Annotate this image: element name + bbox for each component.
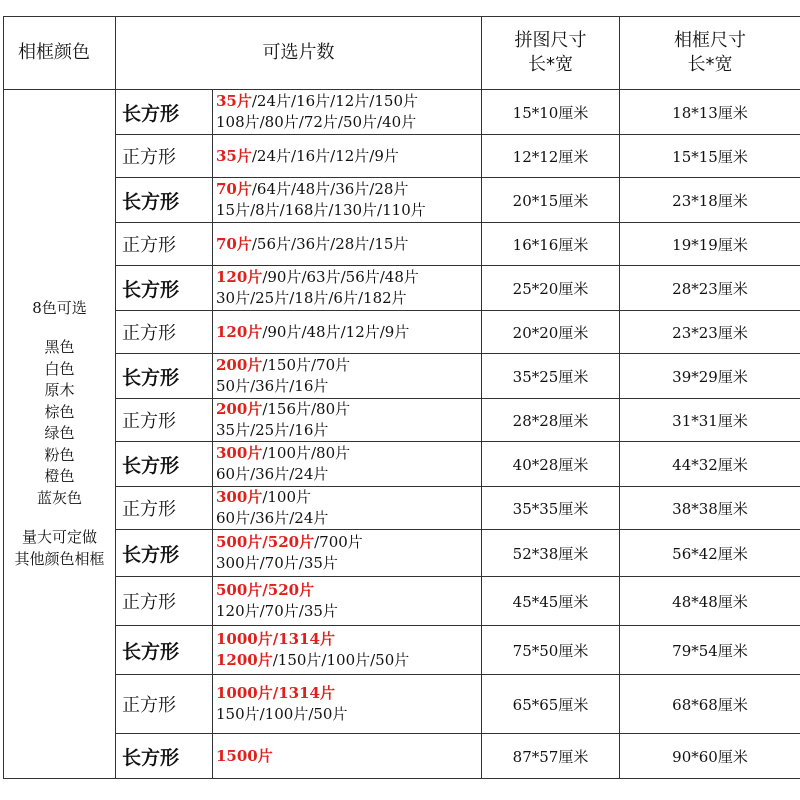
puzzle-size-cell: 40*28厘米 <box>482 442 620 487</box>
puzzle-size-cell: 65*65厘米 <box>482 675 620 734</box>
highlight-pieces: 1200片 <box>216 651 273 669</box>
table-row <box>4 487 800 530</box>
color-option: 棕色 <box>44 402 75 421</box>
color-option: 白色 <box>44 359 75 378</box>
highlight-pieces: 35片 <box>216 92 252 110</box>
header-puzzle-size-sub: 长*宽 <box>528 54 573 75</box>
table-row <box>4 675 800 734</box>
other-pieces: /90片/63片/56片/48片 <box>262 268 419 286</box>
shape-cell: 长方形 <box>116 178 213 223</box>
table-row <box>4 626 800 675</box>
other-pieces: /64片/48片/36片/28片 <box>251 180 409 198</box>
shape-cell: 正方形 <box>116 487 213 530</box>
options-line-1 <box>216 629 481 650</box>
piece-options-cell <box>213 399 482 442</box>
piece-options-cell <box>213 311 482 354</box>
shape-cell: 正方形 <box>116 399 213 442</box>
shape-cell: 长方形 <box>116 354 213 399</box>
options-line-2 <box>216 704 481 725</box>
color-option: 粉色 <box>44 445 75 464</box>
piece-options-cell <box>213 354 482 399</box>
frame-size-cell: 23*18厘米 <box>620 178 800 223</box>
options-line-1 <box>216 146 481 167</box>
options-line-1 <box>216 267 481 288</box>
other-pieces: 30片/25片/18片/6片/182片 <box>216 289 407 307</box>
piece-options-cell <box>213 734 482 779</box>
table-row <box>4 266 800 311</box>
puzzle-size-cell: 45*45厘米 <box>482 577 620 626</box>
puzzle-size-cell: 25*20厘米 <box>482 266 620 311</box>
table-row <box>4 577 800 626</box>
frame-size-cell: 39*29厘米 <box>620 354 800 399</box>
table-row <box>4 734 800 779</box>
table-row <box>4 530 800 577</box>
other-pieces: /56片/36片/28片/15片 <box>251 234 409 253</box>
other-pieces: 150片/100片/50片 <box>216 705 348 723</box>
colors-note-custom: 量大可定做 <box>21 528 97 547</box>
other-pieces: /156片/80片 <box>262 400 351 418</box>
options-line-1 <box>216 487 481 508</box>
shape-cell: 长方形 <box>116 626 213 675</box>
highlight-pieces: 1000片/1314片 <box>216 684 335 702</box>
puzzle-size-cell: 16*16厘米 <box>482 223 620 266</box>
other-pieces: /150片/70片 <box>262 356 351 374</box>
table-row <box>4 399 800 442</box>
other-pieces: 300片/70片/35片 <box>216 554 338 572</box>
table-row <box>4 354 800 399</box>
piece-options-cell <box>213 178 482 223</box>
puzzle-size-cell: 28*28厘米 <box>482 399 620 442</box>
shape-cell: 正方形 <box>116 135 213 178</box>
other-pieces: /100片/80片 <box>262 444 351 462</box>
puzzle-frame-size-table <box>3 16 800 779</box>
piece-options-cell <box>213 223 482 266</box>
frame-size-cell: 56*42厘米 <box>620 530 800 577</box>
highlight-pieces: 70片 <box>216 180 252 198</box>
options-line-1 <box>216 322 481 343</box>
shape-cell: 正方形 <box>116 223 213 266</box>
options-line-2 <box>216 650 481 671</box>
shape-cell: 长方形 <box>116 734 213 779</box>
options-line-2 <box>216 420 481 441</box>
frame-colors-cell <box>4 90 116 779</box>
shape-cell: 长方形 <box>116 530 213 577</box>
header-frame-size-sub: 长*宽 <box>687 54 733 75</box>
frame-size-cell: 28*23厘米 <box>620 266 800 311</box>
piece-options-cell <box>213 530 482 577</box>
frame-size-cell: 38*38厘米 <box>620 487 800 530</box>
piece-options-cell <box>213 675 482 734</box>
header-piece-options: 可选片数 <box>116 17 482 90</box>
highlight-pieces: 35片 <box>216 146 252 165</box>
options-line-2 <box>216 200 481 221</box>
highlight-pieces: 70片 <box>216 234 252 253</box>
frame-size-cell: 23*23厘米 <box>620 311 800 354</box>
options-line-2 <box>216 112 481 133</box>
highlight-pieces: 200片 <box>216 400 263 418</box>
options-line-2 <box>216 553 481 574</box>
header-frame-size-title: 相框尺寸 <box>674 30 746 51</box>
options-line-2 <box>216 601 481 622</box>
header-puzzle-size <box>482 17 620 90</box>
highlight-pieces: 1000片/1314片 <box>216 630 335 648</box>
other-pieces: /150片/100片/50片 <box>272 651 410 669</box>
color-option: 原木 <box>44 381 75 400</box>
puzzle-size-cell: 35*25厘米 <box>482 354 620 399</box>
frame-size-cell: 68*68厘米 <box>620 675 800 734</box>
other-pieces: 60片/36片/24片 <box>216 465 329 483</box>
shape-cell: 正方形 <box>116 311 213 354</box>
puzzle-size-cell: 35*35厘米 <box>482 487 620 530</box>
header-puzzle-size-title: 拼图尺寸 <box>514 30 587 51</box>
frame-size-cell: 15*15厘米 <box>620 135 800 178</box>
table-row <box>4 90 800 135</box>
frame-size-cell: 19*19厘米 <box>620 223 800 266</box>
highlight-pieces: 200片 <box>216 356 263 374</box>
other-pieces: /100片 <box>262 488 311 506</box>
color-option: 橙色 <box>44 467 75 486</box>
table-row <box>4 135 800 178</box>
colors-note-other: 其他颜色相框 <box>14 549 105 568</box>
table-row <box>4 442 800 487</box>
frame-size-cell: 31*31厘米 <box>620 399 800 442</box>
other-pieces: 15片/8片/168片/130片/110片 <box>216 201 426 219</box>
piece-options-cell <box>213 577 482 626</box>
puzzle-size-cell: 15*10厘米 <box>482 90 620 135</box>
highlight-pieces: 300片 <box>216 488 263 506</box>
highlight-pieces: 120片 <box>216 268 263 286</box>
header-row <box>4 17 800 90</box>
options-line-1 <box>216 355 481 376</box>
other-pieces: 50片/36片/16片 <box>216 377 329 395</box>
options-line-1 <box>216 443 481 464</box>
table-row <box>4 311 800 354</box>
options-line-2 <box>216 464 481 485</box>
other-pieces: 108片/80片/72片/50片/40片 <box>216 113 417 131</box>
highlight-pieces: 300片 <box>216 444 263 462</box>
options-line-2 <box>216 376 481 397</box>
options-line-1 <box>216 683 481 704</box>
piece-options-cell <box>213 442 482 487</box>
header-frame-size <box>620 17 800 90</box>
piece-options-cell <box>213 135 482 178</box>
options-line-2 <box>216 288 481 309</box>
highlight-pieces: 500片/520片 <box>216 533 315 551</box>
options-line-1 <box>216 580 481 601</box>
shape-cell: 长方形 <box>116 266 213 311</box>
options-line-1 <box>216 746 481 767</box>
table-row <box>4 178 800 223</box>
puzzle-size-cell: 12*12厘米 <box>482 135 620 178</box>
shape-cell: 正方形 <box>116 675 213 734</box>
puzzle-size-cell: 52*38厘米 <box>482 530 620 577</box>
other-pieces: /700片 <box>314 533 363 551</box>
shape-cell: 正方形 <box>116 577 213 626</box>
frame-size-cell: 18*13厘米 <box>620 90 800 135</box>
shape-cell: 长方形 <box>116 90 213 135</box>
frame-size-cell: 44*32厘米 <box>620 442 800 487</box>
frame-size-cell: 48*48厘米 <box>620 577 800 626</box>
shape-cell: 长方形 <box>116 442 213 487</box>
colors-title: 8色可选 <box>32 298 87 317</box>
piece-options-cell <box>213 266 482 311</box>
color-option: 黑色 <box>44 338 75 357</box>
table-row <box>4 223 800 266</box>
puzzle-size-cell: 75*50厘米 <box>482 626 620 675</box>
highlight-pieces: 500片/520片 <box>216 581 315 599</box>
other-pieces: 60片/36片/24片 <box>216 509 329 527</box>
options-line-1 <box>216 532 481 553</box>
header-frame-color: 相框颜色 <box>4 17 116 90</box>
puzzle-size-cell: 20*15厘米 <box>482 178 620 223</box>
color-option: 绿色 <box>44 424 75 443</box>
puzzle-size-cell: 20*20厘米 <box>482 311 620 354</box>
options-line-2 <box>216 508 481 529</box>
other-pieces: 35片/25片/16片 <box>216 421 329 439</box>
highlight-pieces: 1500片 <box>216 746 273 765</box>
piece-options-cell <box>213 626 482 675</box>
options-line-1 <box>216 91 481 112</box>
frame-size-cell: 90*60厘米 <box>620 734 800 779</box>
other-pieces: /24片/16片/12片/9片 <box>251 146 399 165</box>
options-line-1 <box>216 234 481 255</box>
options-line-1 <box>216 399 481 420</box>
puzzle-size-cell: 87*57厘米 <box>482 734 620 779</box>
other-pieces: /90片/48片/12片/9片 <box>262 322 410 341</box>
color-option: 蓝灰色 <box>36 488 82 507</box>
piece-options-cell <box>213 90 482 135</box>
frame-size-cell: 79*54厘米 <box>620 626 800 675</box>
other-pieces: 120片/70片/35片 <box>216 602 338 620</box>
piece-options-cell <box>213 487 482 530</box>
options-line-1 <box>216 179 481 200</box>
other-pieces: /24片/16片/12片/150片 <box>251 92 418 110</box>
highlight-pieces: 120片 <box>216 322 263 341</box>
